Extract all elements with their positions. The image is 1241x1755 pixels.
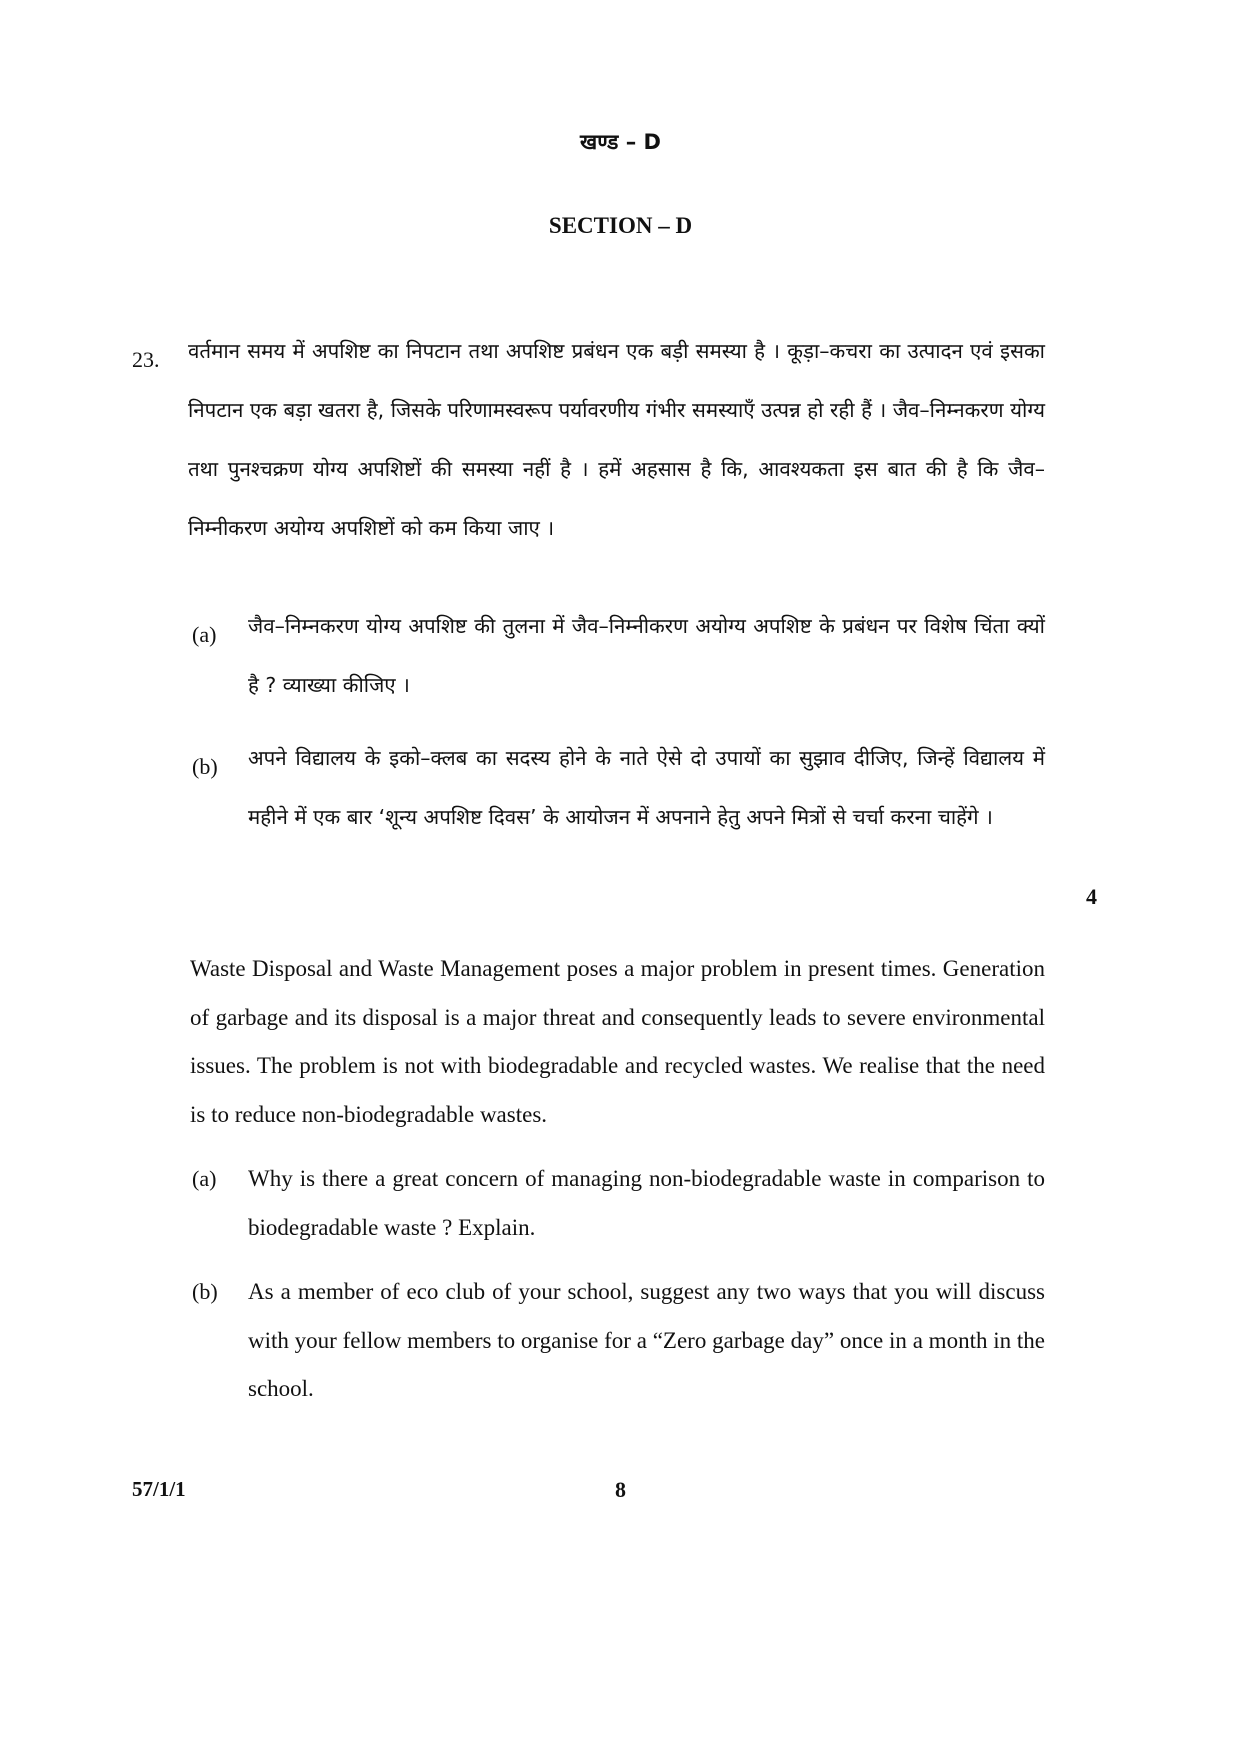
paper-code: 57/1/1 — [132, 1477, 186, 1501]
section-heading-hindi: खण्ड – D — [580, 130, 661, 154]
page-number: 8 — [615, 1477, 626, 1502]
question-number: 23. — [132, 347, 160, 372]
part-a-label-english: (a) — [192, 1166, 217, 1191]
section-heading-english: SECTION – D — [548, 213, 693, 238]
part-b-label-hindi: (b) — [192, 754, 218, 779]
part-a-label-hindi: (a) — [192, 622, 217, 647]
part-b-text-hindi: अपने विद्यालय के इको–क्लब का सदस्य होने के नाते ऐसे दो उपायों का सुझाव दीजिए, जिन्हें विद्यालय में महीने में एक बार ‘शून्य अपशिष्ट दिवस’ के आयोजन में अपनाने हेतु अपने मित्रों से चर्चा करना चाहेंगे । — [248, 746, 1045, 829]
part-a-text-english: Why is there a great concern of managing non-biodegradable waste in comparison to biodegradable waste ? Explain. — [248, 1166, 1045, 1240]
question-marks: 4 — [1086, 884, 1097, 909]
part-a-text-hindi: जैव–निम्नकरण योग्य अपशिष्ट की तुलना में जैव–निम्नीकरण अयोग्य अपशिष्ट के प्रबंधन पर विशेष चिंता क्यों है ? व्याख्या कीजिए । — [248, 614, 1045, 697]
part-b-label-english: (b) — [192, 1279, 218, 1304]
question-intro-hindi: वर्तमान समय में अपशिष्ट का निपटान तथा अपशिष्ट प्रबंधन एक बड़ी समस्या है । कूड़ा–कचरा का उत्पादन एवं इसका निपटान एक बड़ा खतरा है, जिसके परिणामस्वरूप पर्यावरणीय गंभीर समस्याएँ उत्पन्न हो रही हैं । जैव–निम्नकरण योग्य तथा पुनश्चक्रण योग्य अपशिष्टों की समस्या नहीं है । हमें अहसास है कि, आवश्यकता इस बात की है कि जैव–निम्नीकरण अयोग्य अपशिष्टों को कम किया जाए । — [188, 339, 1045, 540]
part-b-text-english: As a member of eco club of your school, suggest any two ways that you will discuss with your fellow members to organise for a “Zero garbage day” once in a month in the school. — [248, 1279, 1045, 1401]
question-intro-english: Waste Disposal and Waste Management poses a major problem in present times. Generation of garbage and its disposal is a major threat and consequently leads to severe environmental issues. The problem is not with biodegradable and recycled wastes. We realise that the need is to reduce non-biodegradable wastes. — [190, 956, 1045, 1127]
